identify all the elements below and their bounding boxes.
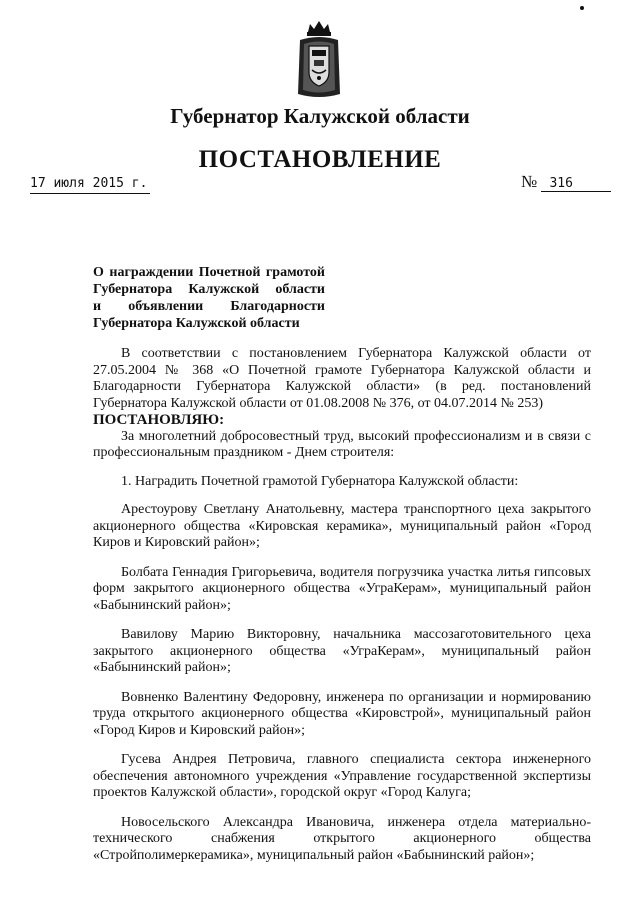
document-body: [93, 346, 591, 864]
awardee-item: Болбата Геннадия Григорьевича, водителя погрузчика участка литья гипсовых форм закрытого акционерного общества «УграКерам», муниципальный район «Бабынинский район»;: [93, 564, 591, 613]
document-subject: [93, 264, 325, 332]
decree-heading: ПОСТАНОВЛЯЮ:: [93, 412, 225, 428]
point-1-heading: 1. Наградить Почетной грамотой Губернатора Калужской области:: [121, 473, 519, 489]
awardee-item: Вавилову Марию Викторовну, начальника массозаготовительного цеха закрытого акционерного общества «УграКерам», муниципальный район «Бабынинский район»;: [93, 627, 591, 675]
document-date: 17 июля 2015 г.: [30, 176, 150, 194]
reason-paragraph: За многолетний добросовестный труд, высокий профессионализм и в связи с профессиональным праздником - Днем строителя:: [93, 428, 591, 460]
awardee-item: Вовненко Валентину Федоровну, инженера по организации и нормированию труда открытого акционерного общества «Кировстрой», муниципальный район «Город Киров и Кировский район»;: [93, 689, 591, 738]
kaluga-coat-of-arms-icon: [296, 20, 342, 100]
awardee-item: Гусева Андрея Петровича, главного специалиста сектора инженерного обеспечения автономного учреждения «Управление государственной экспертизы проектов Калужской области», городской округ «Город Калуга;: [93, 752, 591, 800]
number-label: №: [521, 172, 538, 191]
awardee-item: Арестоурову Светлану Анатольевну, мастера транспортного цеха закрытого акционерного общества «Кировская керамика», муниципальный район «Город Киров и Кировский район»;: [93, 502, 591, 550]
preamble-paragraph: В соответствии с постановлением Губернатора Калужской области от 27.05.2004 № 368 «О Почетной грамоте Губернатора Калужской области и Благодарности Губернатора Калужской области» (в ред. постановлений Губернатора Калужской области от 01.08.2008 № 376, от 04.07.2014 № 253): [93, 346, 591, 411]
awardee-item: Новосельского Александра Ивановича, инженера отдела материально-технического снабжения открытого акционерного общества «Стройполимеркерамика», муниципальный район «Бабынинский район»;: [93, 814, 591, 863]
subject-line: О награждении Почетной грамотой: [93, 265, 325, 280]
document-number: [521, 172, 611, 192]
subject-line: Губернатора Калужской области: [93, 282, 325, 297]
subject-line: и объявлении Благодарности: [93, 299, 325, 314]
scan-dot: [580, 6, 584, 10]
document-type: ПОСТАНОВЛЕНИЕ: [198, 146, 442, 173]
page-title: Губернатор Калужской области: [170, 104, 470, 128]
subject-line: Губернатора Калужской области: [93, 316, 300, 331]
number-value: 316: [541, 176, 611, 192]
